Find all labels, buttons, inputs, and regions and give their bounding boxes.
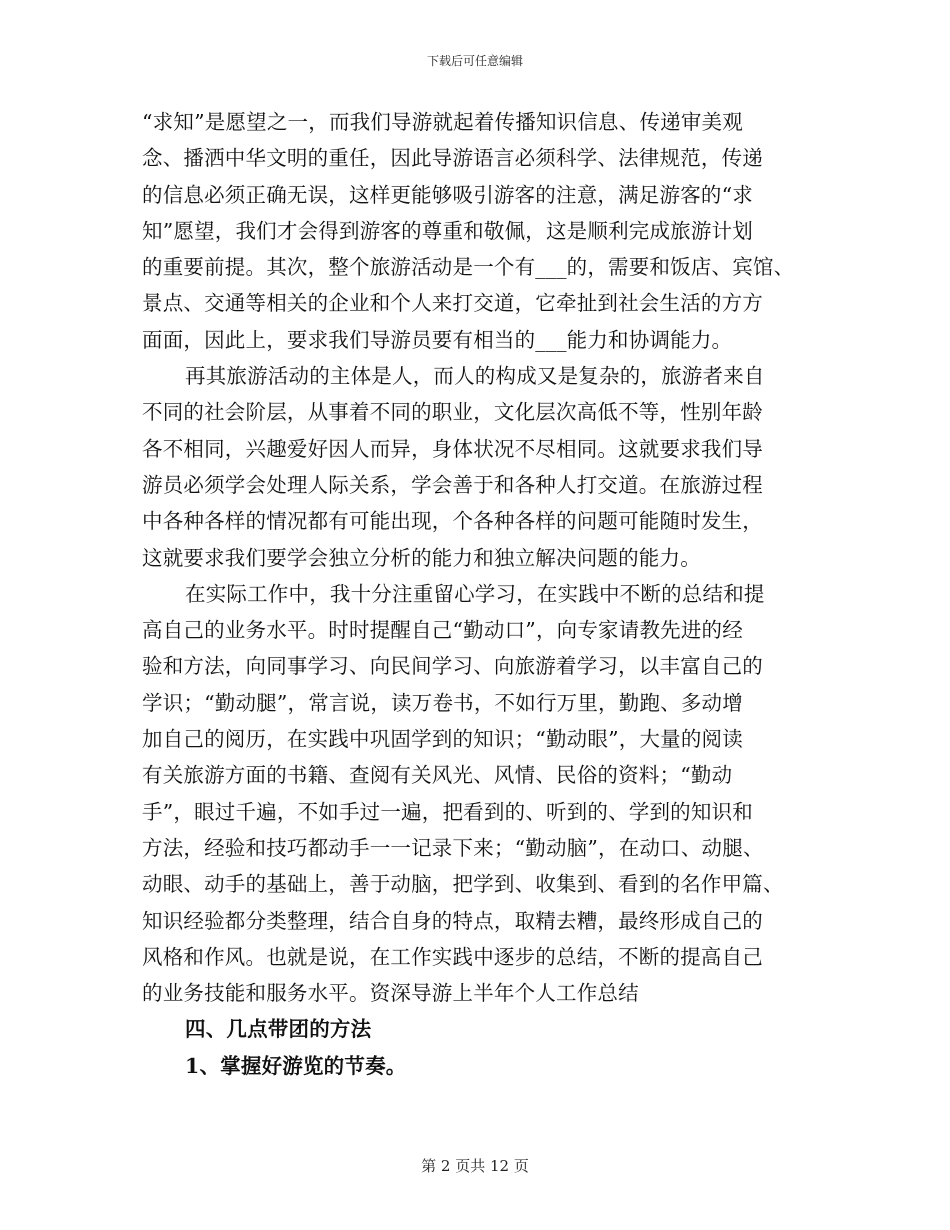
text-line: 风格和作风。也就是说，在工作实践中逐步的总结，不断的提高自己 — [142, 944, 763, 969]
text-line: 验和方法，向同事学习、向民间学习、向旅游着学习，以丰富自己的 — [142, 654, 763, 679]
page-footer: 第 2 页共 12 页 — [421, 1157, 529, 1175]
text-line: 再其旅游活动的主体是人，而人的构成又是复杂的，旅游者来自 — [185, 364, 765, 389]
text-line: 知识经验都分类整理，结合自身的特点，取精去糟，最终形成自己的 — [142, 908, 763, 933]
text-line: 手”，眼过千遍，不如手过一遍，把看到的、听到的、学到的知识和 — [142, 799, 753, 824]
text-line: 在实际工作中，我十分注重留心学习，在实践中不断的总结和提 — [185, 581, 765, 606]
text-line: 的业务技能和服务水平。资深导游上半年个人工作总结 — [142, 981, 639, 1006]
text-line: 这就要求我们要学会独立分析的能力和独立解决问题的能力。 — [142, 545, 701, 570]
text-line: 知”愿望，我们才会得到游客的尊重和敬佩，这是顺利完成旅游计划 — [142, 218, 753, 243]
section-heading: 四、几点带团的方法 — [185, 1017, 372, 1042]
document-body — [142, 104, 822, 1084]
text-line: 的重要前提。其次，整个旅游活动是一个有___的，需要和饭店、宾馆、 — [142, 255, 795, 280]
text-line: 有关旅游方面的书籍、查阅有关风光、风情、民俗的资料；“勤动 — [142, 763, 733, 788]
section-heading: 1、掌握好游览的节奏。 — [185, 1053, 407, 1078]
text-line: 念、播洒中华文明的重任，因此导游语言必须科学、法律规范，传递 — [142, 146, 763, 171]
text-line: 的信息必须正确无误，这样更能够吸引游客的注意，满足游客的“求 — [142, 182, 753, 207]
text-line: “求知”是愿望之一，而我们导游就起着传播知识信息、传递审美观 — [142, 110, 743, 134]
text-line: 游员必须学会处理人际关系，学会善于和各种人打交道。在旅游过程 — [142, 472, 763, 497]
text-line: 高自己的业务水平。时时提醒自己“勤动口”，向专家请教先进的经 — [142, 618, 743, 643]
page-header: 下载后可任意编辑 — [426, 54, 523, 68]
text-line: 加自己的阅历，在实践中巩固学到的知识；“勤动眼”，大量的阅读 — [142, 727, 743, 752]
text-line: 动眼、动手的基础上，善于动脑，把学到、收集到、看到的名作甲篇、 — [142, 872, 784, 897]
text-line: 方法，经验和技巧都动手一一记录下来；“勤动脑”，在动口、动腿、 — [142, 835, 764, 860]
text-line: 不同的社会阶层，从事着不同的职业，文化层次高低不等，性别年龄 — [142, 400, 763, 425]
text-line: 学识；“勤动腿”，常言说，读万卷书，不如行万里，勤跑、多动增 — [142, 690, 743, 715]
text-line: 中各种各样的情况都有可能出现，个各种各样的问题可能随时发生， — [142, 509, 763, 534]
text-line: 各不相同，兴趣爱好因人而异，身体状况不尽相同。这就要求我们导 — [142, 436, 763, 461]
text-line: 面面，因此上，要求我们导游员要有相当的___能力和协调能力。 — [142, 327, 733, 352]
text-line: 景点、交通等相关的企业和个人来打交道，它牵扯到社会生活的方方 — [142, 291, 763, 316]
